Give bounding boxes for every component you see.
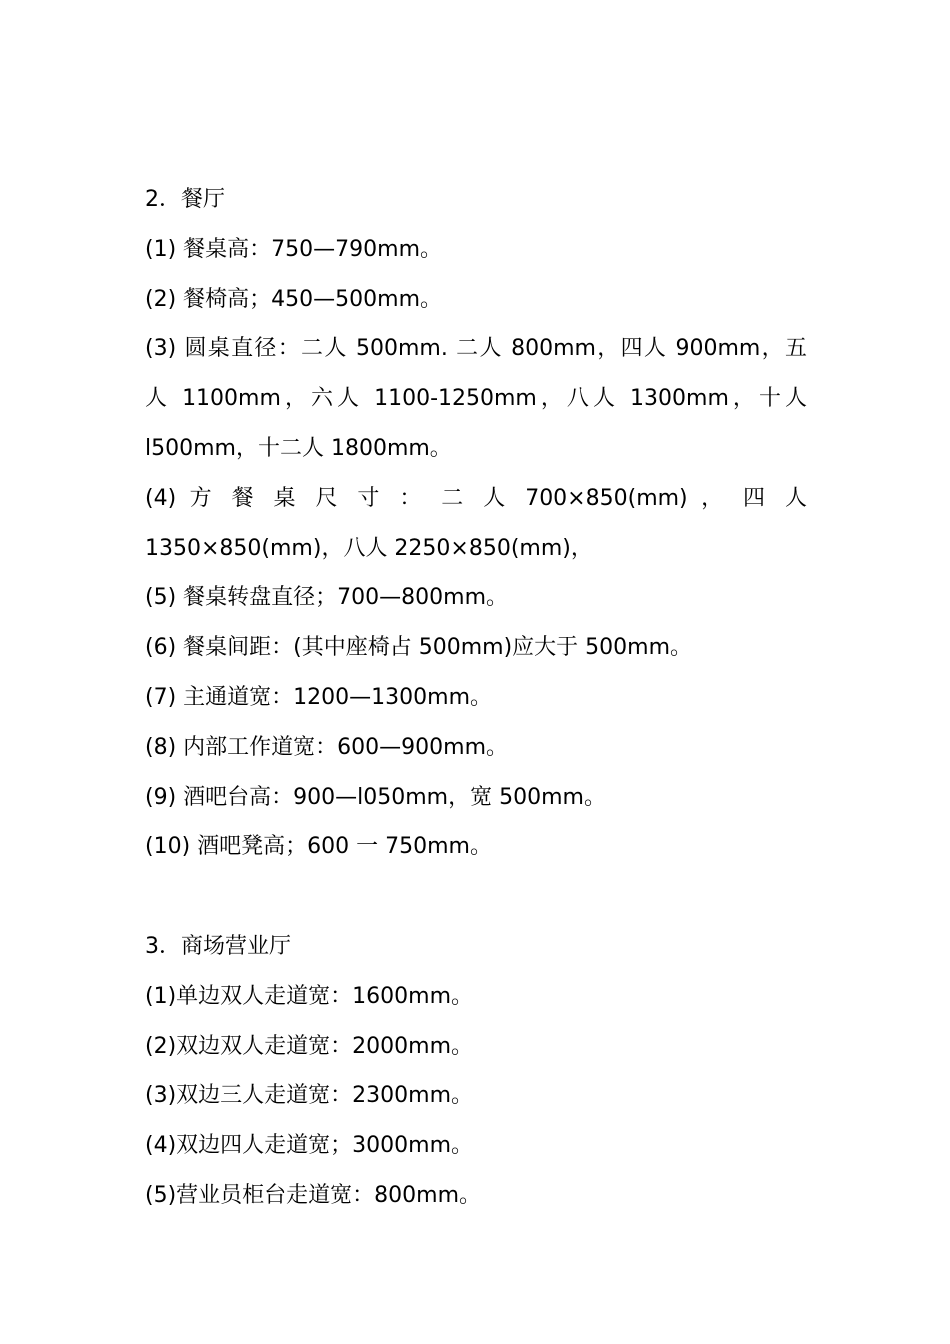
section-heading-dining: 2．餐厅	[145, 187, 225, 212]
mall-item-4: (4)双边四人走道宽；3000mm。	[145, 1133, 474, 1159]
mall-item-5: (5)营业员柜台走道宽：800mm。	[145, 1182, 482, 1208]
dining-item-10: (10) 酒吧凳高；600 一 750mm。	[145, 834, 492, 860]
document-page	[145, 175, 807, 1221]
mall-item-2: (2)双边双人走道宽：2000mm。	[145, 1033, 474, 1059]
dining-item-3-line-2: 人 1100mm，六人 1100-1250mm，八人 1300mm，十人	[145, 386, 807, 412]
dining-item-2: (2) 餐椅高；450—500mm。	[145, 286, 443, 312]
dining-item-7: (7) 主通道宽：1200—1300mm。	[145, 684, 492, 710]
dining-item-4-line-2: 1350×850(mm)，八人 2250×850(mm)，	[145, 535, 593, 561]
section-spacer	[145, 872, 807, 922]
dining-item-5: (5) 餐桌转盘直径；700—800mm。	[145, 585, 509, 611]
dining-item-6: (6) 餐桌间距：(其中座椅占 500mm)应大于 500mm。	[145, 635, 693, 661]
dining-item-3-line-3: l500mm，十二人 1800mm。	[145, 435, 452, 461]
dining-item-4-line-1: (4) 方 餐 桌 尺 寸 ： 二 人 700×850(mm) ， 四 人	[145, 485, 807, 511]
dining-item-9: (9) 酒吧台高：900—l050mm，宽 500mm。	[145, 784, 606, 810]
dining-item-1: (1) 餐桌高：750—790mm。	[145, 236, 443, 262]
mall-item-3: (3)双边三人走道宽：2300mm。	[145, 1083, 474, 1109]
mall-item-1: (1)单边双人走道宽：1600mm。	[145, 983, 474, 1009]
section-heading-mall: 3．商场营业厅	[145, 933, 291, 959]
dining-item-3-line-1: (3) 圆桌直径：二人 500mm. 二人 800mm，四人 900mm，五	[145, 336, 807, 362]
dining-item-8: (8) 内部工作道宽：600—900mm。	[145, 734, 509, 760]
